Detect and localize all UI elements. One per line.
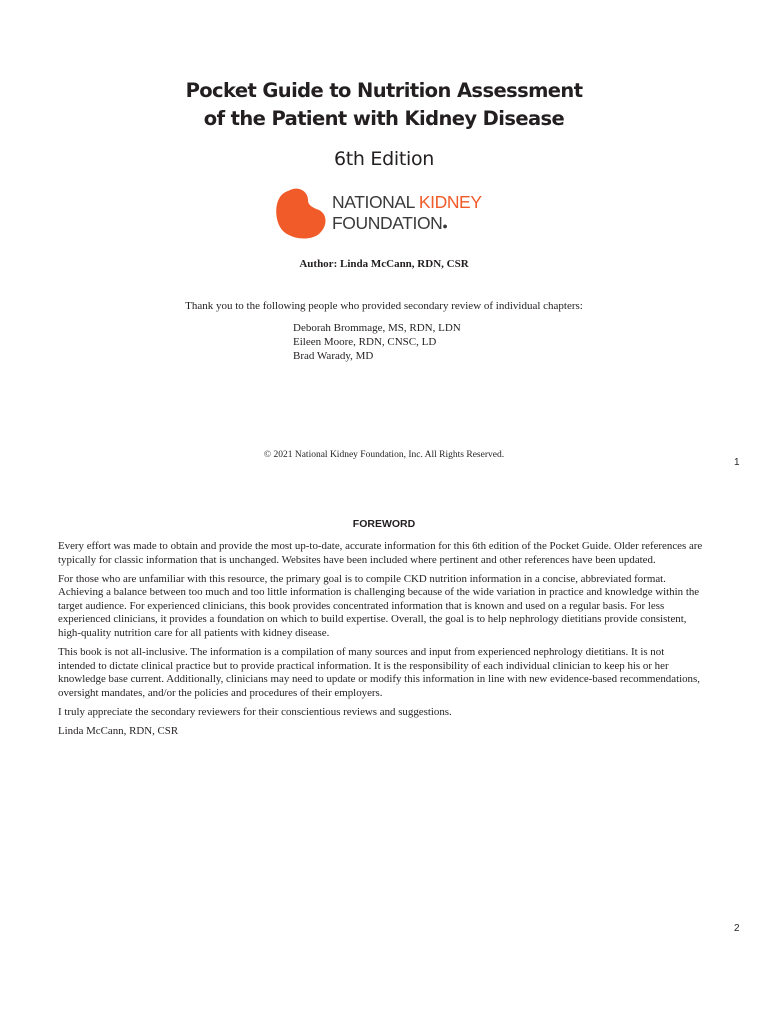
copyright-notice: © 2021 National Kidney Foundation, Inc. All Rights Reserved. — [263, 450, 505, 460]
reviewer-list — [293, 321, 461, 363]
title-line-2: of the Patient with Kidney Disease — [203, 107, 565, 130]
nkf-logo — [274, 186, 498, 240]
logo-word-foundation: FOUNDATION — [332, 213, 443, 233]
foreword-paragraph: I truly appreciate the secondary reviewers for their conscientious reviews and suggestions. — [58, 706, 452, 719]
logo-wordmark — [332, 192, 482, 237]
acknowledgement-text: Thank you to the following people who provided secondary review of individual chapters: — [185, 300, 583, 312]
reviewer-item: Eileen Moore, RDN, CNSC, LD — [293, 336, 437, 348]
document-title — [0, 77, 768, 133]
foreword-signature: Linda McCann, RDN, CSR — [58, 725, 179, 738]
logo-word-kidney: KIDNEY — [418, 192, 482, 212]
foreword-paragraph: Every effort was made to obtain and provide the most up-to-date, accurate information for this 6th edition of the Pocket Guide. Older references are typically for classic information that is unchanged. Websites have been included where pertinent and other references have been updated. — [58, 540, 703, 566]
foreword-body — [58, 540, 704, 744]
page-1 — [0, 0, 768, 480]
kidney-logo-icon — [274, 186, 328, 240]
reviewer-item: Deborah Brommage, MS, RDN, LDN — [293, 322, 461, 334]
foreword-paragraph: For those who are unfamiliar with this resource, the primary goal is to compile CKD nutrition information in a concise, abbreviated format. Achieving a balance between too much and too little information is challenging because of the wide variation in practice and knowledge within the target audience. For experienced clinicians, this book provides concentrated information that is known and used on a regular basis. For less experienced clinicians, it provides a foundation on which to build expertise. Overall, the goal is to help nephrology dietitians provide consistent, high-quality nutrition care for all patients with kidney disease. — [58, 572, 700, 640]
registered-mark-icon: ● — [442, 221, 448, 231]
foreword-heading: FOREWORD — [352, 518, 416, 530]
author-line: Author: Linda McCann, RDN, CSR — [299, 258, 469, 270]
logo-word-national: NATIONAL — [332, 192, 415, 212]
reviewer-item: Brad Warady, MD — [293, 350, 374, 362]
title-line-1: Pocket Guide to Nutrition Assessment — [185, 79, 583, 102]
edition-label: 6th Edition — [333, 148, 435, 170]
page-number: 1 — [734, 457, 740, 468]
page-2 — [0, 480, 768, 1024]
page-number: 2 — [734, 923, 740, 934]
foreword-paragraph: This book is not all-inclusive. The information is a compilation of many sources and input from experienced nephrology dietitians. It is not intended to dictate clinical practice but to provide practical information. It is the responsibility of each individual clinician to keep his or her knowledge base current. Additionally, clinicians may need to update or modify this information in line with new evidence-based recommendations, oversight mandates, and/or the policies and procedures of their employers. — [58, 646, 700, 699]
